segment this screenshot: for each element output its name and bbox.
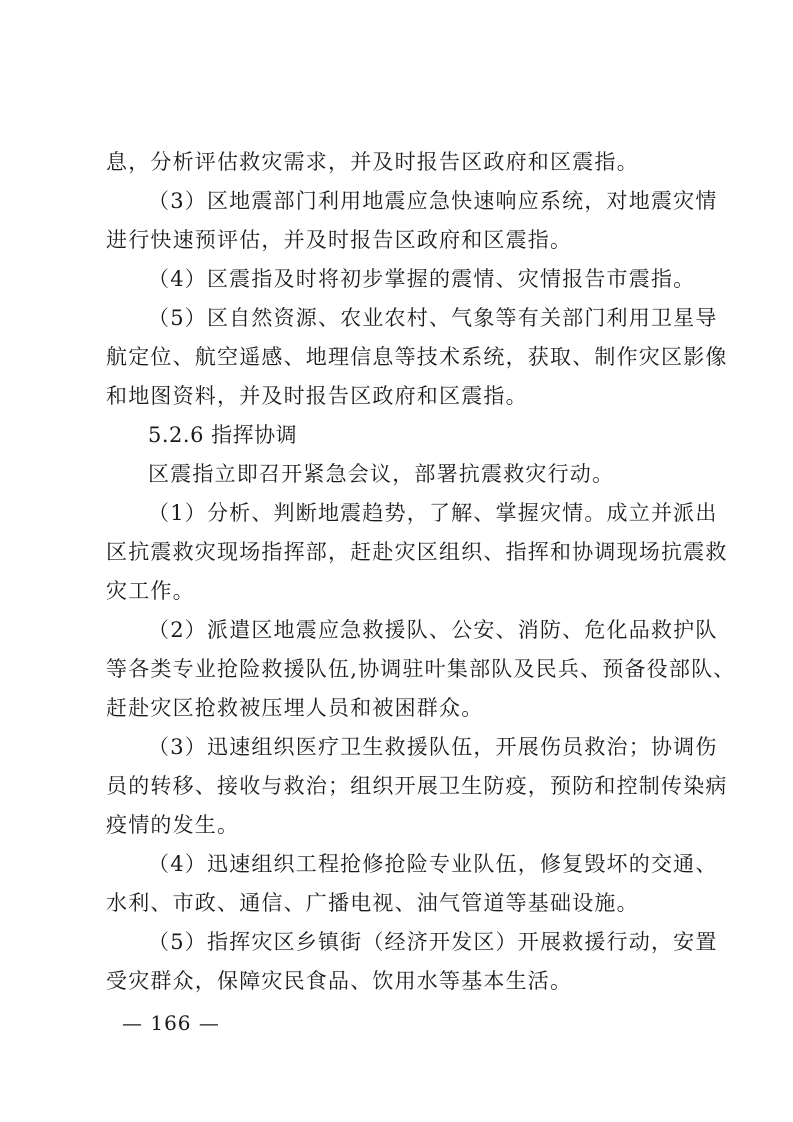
paragraph-line: （3）区地震部门利用地震应急快速响应系统，对地震灾情 (148, 189, 718, 213)
paragraph-line: 等各类专业抢险救援队伍,协调驻叶集部队及民兵、预备役部队、 (106, 657, 736, 681)
paragraph-line: 员的转移、接收与救治；组织开展卫生防疫，预防和控制传染病 (106, 774, 728, 798)
paragraph-line: 航定位、航空遥感、地理信息等技术系统，获取、制作灾区影像 (106, 345, 728, 369)
paragraph-line: （4）区震指及时将初步掌握的震情、灾情报告市震指。 (148, 267, 696, 291)
paragraph-line: 水利、市政、通信、广播电视、油气管道等基础设施。 (106, 891, 639, 915)
paragraph-line: （1）分析、判断地震趋势，了解、掌握灾情。成立并派出 (148, 501, 718, 525)
paragraph-line: 受灾群众，保障灾民食品、饮用水等基本生活。 (106, 969, 573, 993)
paragraph-line: （5）指挥灾区乡镇街（经济开发区）开展救援行动，安置 (148, 930, 718, 954)
paragraph-line: 区抗震救灾现场指挥部，赶赴灾区组织、指挥和协调现场抗震救 (106, 540, 728, 564)
paragraph-line: 息，分析评估救灾需求，并及时报告区政府和区震指。 (106, 150, 639, 174)
paragraph-line: 灾工作。 (106, 579, 195, 603)
paragraph-line: 进行快速预评估，并及时报告区政府和区震指。 (106, 228, 573, 252)
paragraph-line: （4）迅速组织工程抢修抢险专业队伍，修复毁坏的交通、 (148, 852, 718, 876)
paragraph-line: （2）派遣区地震应急救援队、公安、消防、危化品救护队 (148, 618, 718, 642)
paragraph-line: 和地图资料，并及时报告区政府和区震指。 (106, 384, 528, 408)
page-number: — 166 — (122, 1011, 220, 1035)
paragraph-line: 赶赴灾区抢救被压埋人员和被困群众。 (106, 696, 484, 720)
paragraph-line: （3）迅速组织医疗卫生救援队伍，开展伤员救治；协调伤 (148, 735, 718, 759)
paragraph-line: 区震指立即召开紧急会议，部署抗震救灾行动。 (148, 462, 615, 486)
paragraph-line: （5）区自然资源、农业农村、气象等有关部门利用卫星导 (148, 306, 718, 330)
paragraph-line: 疫情的发生。 (106, 813, 240, 837)
section-heading: 5.2.6 指挥协调 (148, 423, 298, 447)
